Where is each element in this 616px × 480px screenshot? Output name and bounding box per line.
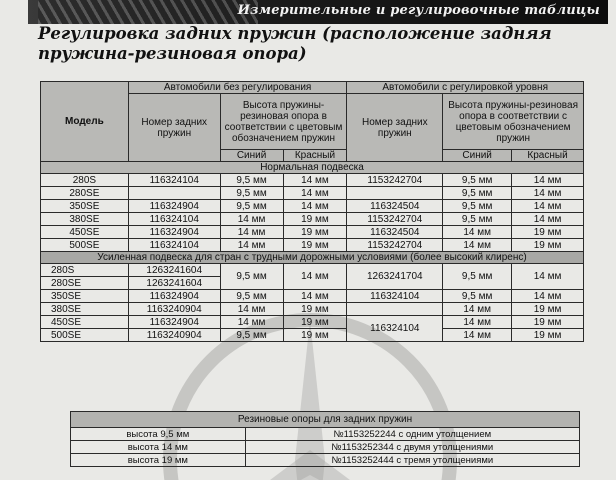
cell-model: 500SE — [41, 329, 129, 342]
cell-red-reg: 14 мм — [512, 200, 584, 213]
cell-part-reg: 1263241704 — [347, 264, 443, 290]
cell-red: 19 мм — [283, 213, 347, 226]
cell-part-reg — [347, 187, 443, 200]
cell-blue: 9,5 мм — [220, 200, 283, 213]
group-no-regulation: Автомобили без регулирования — [128, 82, 347, 94]
cell-red-reg: 19 мм — [512, 303, 584, 316]
cell-part-reg: 116324504 — [347, 200, 443, 213]
cell-blue: 9,5 мм — [220, 174, 283, 187]
cell-model: 280SE — [41, 187, 129, 200]
header-banner — [28, 0, 608, 24]
cell-red-reg: 14 мм — [512, 264, 584, 290]
col-part-number: Номер задних пружин — [128, 94, 220, 162]
cell-part-reg: 1153242704 — [347, 213, 443, 226]
cell-red-reg: 19 мм — [512, 329, 584, 342]
table-row — [41, 290, 584, 303]
table-row — [41, 226, 584, 239]
cell-model: 500SE — [41, 239, 129, 252]
cell-blue-reg: 9,5 мм — [443, 200, 512, 213]
cell-red: 19 мм — [283, 226, 347, 239]
cell-blue: 14 мм — [220, 239, 283, 252]
cell-blue: 9,5 мм — [220, 329, 283, 342]
cell-red-reg: 14 мм — [512, 174, 584, 187]
table-row — [41, 303, 584, 316]
cell-red: 19 мм — [283, 239, 347, 252]
banner-graphic — [38, 0, 258, 24]
cell-model: 280S — [41, 264, 129, 277]
cell-model: 350SE — [41, 200, 129, 213]
cell-part-reg: 116324504 — [347, 226, 443, 239]
section-heavy-duty: Усиленная подвеска для стран с трудными дорожными условиями (более высокий клиренс) — [41, 252, 584, 264]
table-row — [71, 428, 580, 441]
cell-red-reg: 14 мм — [512, 213, 584, 226]
table-row — [41, 329, 584, 342]
table-row — [41, 174, 584, 187]
cell-red: 19 мм — [283, 329, 347, 342]
banner-title: Измерительные и регулировочные таблицы — [237, 3, 600, 18]
col-blue-reg: Синий — [443, 150, 512, 162]
rubber-table-title: Резиновые опоры для задних пружин — [71, 412, 580, 428]
cell-part: 1263241604 — [128, 277, 220, 290]
table-row — [71, 441, 580, 454]
table-row — [71, 454, 580, 467]
cell-red: 14 мм — [283, 200, 347, 213]
cell-blue: 14 мм — [220, 303, 283, 316]
cell-part: 116324904 — [128, 290, 220, 303]
cell-blue-reg: 14 мм — [443, 239, 512, 252]
cell-red-reg: 19 мм — [512, 226, 584, 239]
cell-blue-reg: 14 мм — [443, 316, 512, 329]
cell-red: 19 мм — [283, 316, 347, 329]
col-model: Модель — [41, 82, 129, 162]
cell-red: 14 мм — [283, 174, 347, 187]
table-row — [41, 264, 584, 277]
cell-model: 380SE — [41, 303, 129, 316]
cell-blue-reg: 9,5 мм — [443, 290, 512, 303]
cell-part — [128, 187, 220, 200]
cell-model: 350SE — [41, 290, 129, 303]
cell-part: 1263241604 — [128, 264, 220, 277]
cell-blue: 14 мм — [220, 316, 283, 329]
cell-red-reg: 14 мм — [512, 290, 584, 303]
col-height-reg: Высота пружины-резиновая опора в соответствии с цветовым обозначением пружин — [443, 94, 584, 150]
cell-part: 116324904 — [128, 316, 220, 329]
table-row — [41, 187, 584, 200]
cell-blue: 9,5 мм — [220, 187, 283, 200]
cell-part: 1163240904 — [128, 329, 220, 342]
table-row — [41, 316, 584, 329]
table-row — [41, 200, 584, 213]
cell-red-reg: 19 мм — [512, 316, 584, 329]
cell-red: 14 мм — [283, 264, 347, 290]
cell-blue-reg: 9,5 мм — [443, 174, 512, 187]
cell-part: №1153252244 с одним утолщением — [245, 428, 579, 441]
cell-red-reg: 19 мм — [512, 239, 584, 252]
cell-blue-reg: 14 мм — [443, 226, 512, 239]
col-red: Красный — [283, 150, 347, 162]
cell-model: 380SE — [41, 213, 129, 226]
cell-height: высота 9,5 мм — [71, 428, 246, 441]
col-height: Высота пружины-резиновая опора в соответствии с цветовым обозначением пружин — [220, 94, 347, 150]
cell-red-reg: 14 мм — [512, 187, 584, 200]
cell-part: №1153252444 с тремя утолщениями — [245, 454, 579, 467]
cell-part-reg: 1153242704 — [347, 239, 443, 252]
cell-model: 280S — [41, 174, 129, 187]
cell-part: 116324104 — [128, 239, 220, 252]
cell-part-reg: 1153242704 — [347, 174, 443, 187]
table-row — [41, 213, 584, 226]
cell-part: 116324904 — [128, 200, 220, 213]
cell-part-reg: 116324104 — [347, 316, 443, 342]
page-title: Регулировка задних пружин (расположение задняя пружина-резиновая опора) — [38, 24, 552, 63]
cell-part: №1153252344 с двумя утолщениями — [245, 441, 579, 454]
col-red-reg: Красный — [512, 150, 584, 162]
cell-blue-reg: 9,5 мм — [443, 264, 512, 290]
cell-part-reg — [347, 303, 443, 316]
cell-part: 116324104 — [128, 213, 220, 226]
cell-part: 116324904 — [128, 226, 220, 239]
rubber-supports-table — [70, 411, 580, 467]
cell-blue: 9,5 мм — [220, 264, 283, 290]
cell-blue-reg: 14 мм — [443, 329, 512, 342]
cell-red: 19 мм — [283, 303, 347, 316]
group-level-regulation: Автомобили с регулировкой уровня — [347, 82, 584, 94]
col-part-number-reg: Номер задних пружин — [347, 94, 443, 162]
cell-model: 280SE — [41, 277, 129, 290]
cell-model: 450SE — [41, 226, 129, 239]
table-row — [41, 239, 584, 252]
cell-blue-reg: 9,5 мм — [443, 187, 512, 200]
spring-table — [40, 81, 584, 342]
cell-part-reg: 116324104 — [347, 290, 443, 303]
cell-part: 116324104 — [128, 174, 220, 187]
cell-blue: 14 мм — [220, 213, 283, 226]
cell-blue: 9,5 мм — [220, 290, 283, 303]
section-normal: Нормальная подвеска — [41, 162, 584, 174]
cell-part: 1163240904 — [128, 303, 220, 316]
col-blue: Синий — [220, 150, 283, 162]
cell-height: высота 14 мм — [71, 441, 246, 454]
cell-red: 14 мм — [283, 187, 347, 200]
cell-red: 14 мм — [283, 290, 347, 303]
cell-blue-reg: 9,5 мм — [443, 213, 512, 226]
cell-blue: 14 мм — [220, 226, 283, 239]
cell-blue-reg: 14 мм — [443, 303, 512, 316]
cell-model: 450SE — [41, 316, 129, 329]
cell-height: высота 19 мм — [71, 454, 246, 467]
